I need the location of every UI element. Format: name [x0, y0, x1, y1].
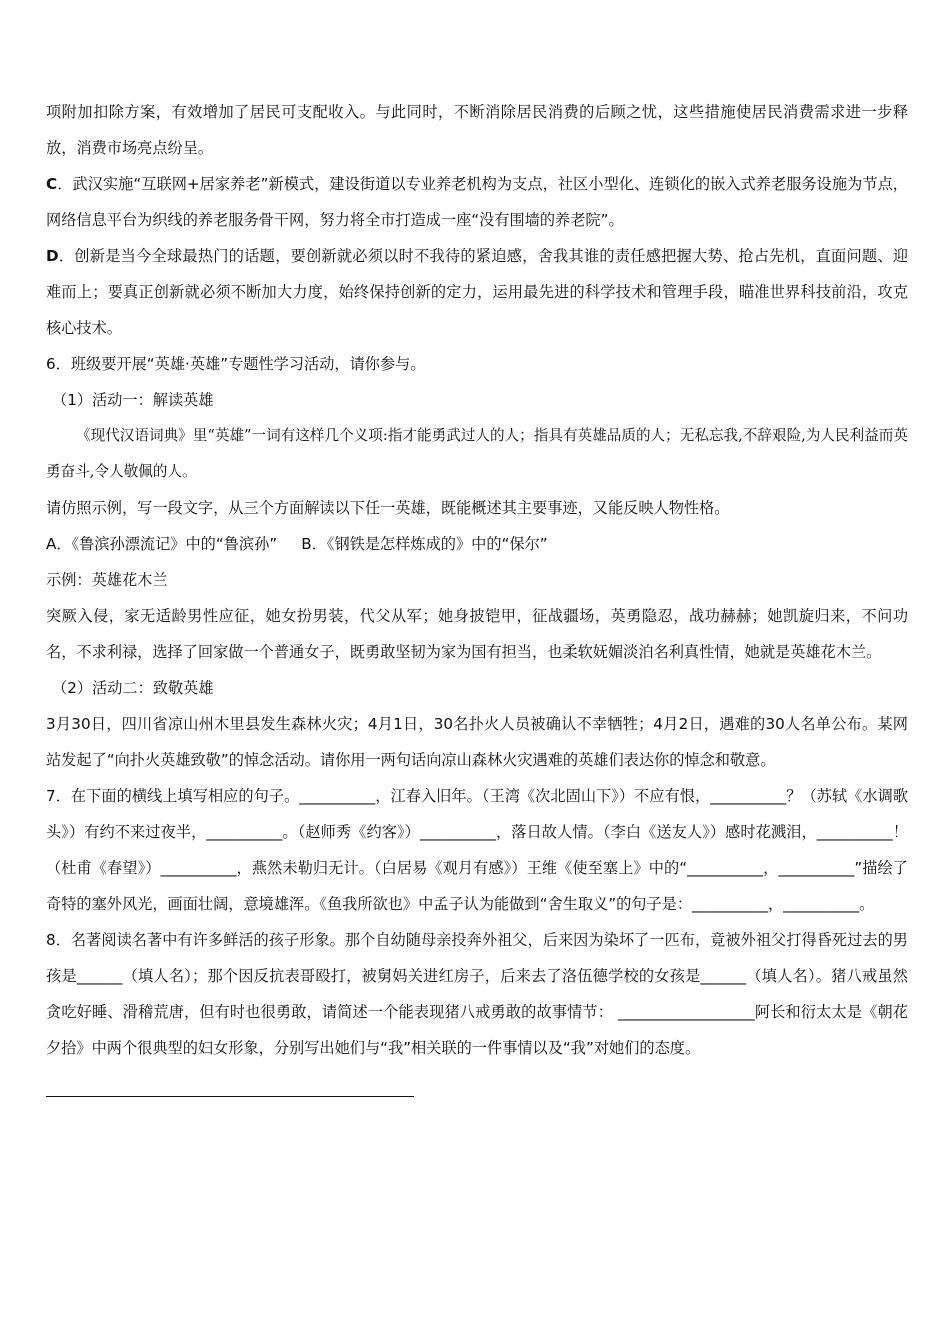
dictionary-definition: 《现代汉语词典》里“英雄”一词有这样几个义项:指才能勇武过人的人；指具有英雄品质的人；无私忘我,不辞艰险,为人民利益而英勇奋斗,令人敬佩的人。 [46, 427, 908, 480]
activity-2-title: （2）活动二：致敬英雄 [52, 679, 214, 697]
question-6-title: 6．班级要开展“英雄·英雄”专题性学习活动，请你参与。 [46, 355, 426, 373]
activity-2-text: 3月30日，四川省凉山州木里县发生森林火灾；4月1日，30名扑火人员被确认不幸牺牲；4月2日，遇难的30人名单公布。某网站发起了“向扑火英雄致敬”的悼念活动。请你用一两句话向凉山森林火灾遇难的英雄们表达你的悼念和敬意。 [46, 715, 908, 769]
option-d-paragraph [46, 238, 908, 346]
activity-1-title: （1）活动一：解读英雄 [52, 391, 214, 409]
option-c-text: ．武汉实施“互联网+居家养老”新模式，建设街道以专业养老机构为支点，社区小型化、连锁化的嵌入式养老服务设施为节点，网络信息平台为织线的养老服务骨干网，努力将全市打造成一座“没有围墙的养老院”。 [46, 175, 908, 229]
answer-line[interactable] [46, 1096, 414, 1097]
paragraph-continuation: 项附加扣除方案，有效增加了居民可支配收入。与此同时，不断消除居民消费的后顾之忧，这些措施使居民消费需求进一步释放，消费市场亮点纷呈。 [46, 103, 908, 157]
option-d-text: ．创新是当今全球最热门的话题，要创新就必须以时不我待的紧迫感，舍我其谁的责任感把握大势、抢占先机，直面问题、迎难而上；要真正创新就必须不断加大力度，始终保持创新的定力，运用最先进的科学技术和管理手段，瞄准世界科技前沿，攻克核心技术。 [46, 247, 908, 337]
document-page [46, 94, 908, 1097]
example-text: 突厥入侵，家无适龄男性应征，她女扮男装，代父从军；她身披铠甲，征战疆场，英勇隐忍，战功赫赫；她凯旋归来，不问功名，不求利禄，选择了回家做一个普通女子，既勇敢坚韧为家为国有担当，也柔软妩媚淡泊名利真性情，她就是英雄花木兰。 [46, 607, 908, 661]
hero-options: A．《鲁滨孙漂流记》中的“鲁滨孙” B．《钢铁是怎样炼成的》中的“保尔” [46, 535, 548, 553]
option-c-paragraph [46, 166, 908, 238]
option-d-letter: D [46, 247, 59, 265]
activity-1-instruction: 请仿照示例，写一段文字，从三个方面解读以下任一英雄，既能概述其主要事迹，又能反映人物性格。 [46, 499, 730, 517]
example-title: 示例：英雄花木兰 [46, 571, 168, 589]
question-7-text: 7．在下面的横线上填写相应的句子。__________，江春入旧年。（王湾《次北固山下》）不应有恨，__________？（苏轼《水调歌头》）有约不来过夜半，__________。（赵师秀《约客》）__________，落日故人情。（李白《送友人》）感时花溅泪，__________！（杜甫《春望》）__________，燕然未勒归无计。（白居易《观月有感》）王维《使至塞上》中的“__________，__________”描绘了奇特的塞外风光，画面壮阔，意境雄浑。《鱼我所欲也》中孟子认为能做到“舍生取义”的句子是：__________，__________。 [46, 787, 909, 913]
question-8-text: 8．名著阅读名著中有许多鲜活的孩子形象。那个自幼随母亲投奔外祖父，后来因为染坏了一匹布，竟被外祖父打得昏死过去的男孩是______（填人名）；那个因反抗表哥殴打，被舅妈关进红房子，后来去了洛伍德学校的女孩是______（填人名）。猪八戒虽然贪吃好睡、滑稽荒唐，但有时也很勇敢，请简述一个能表现猪八戒勇敢的故事情节： __________________阿长和衍太太是《朝花夕拾》中两个很典型的妇女形象，分别写出她们与“我”相关联的一件事情以及“我”对她们的态度。 [46, 931, 908, 1057]
option-c-letter: C [46, 175, 58, 193]
